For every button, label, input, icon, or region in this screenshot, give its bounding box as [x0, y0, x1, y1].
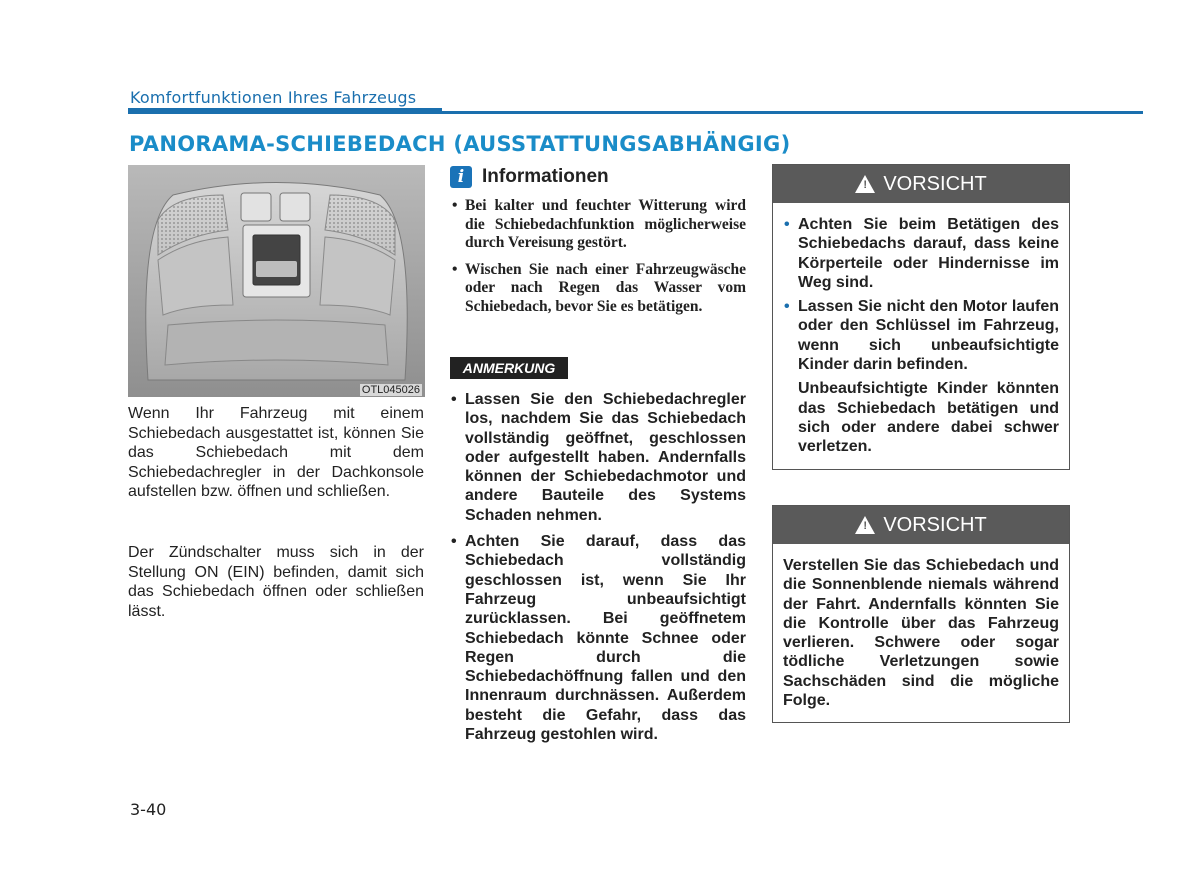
caution-body	[773, 203, 1069, 469]
note-badge: ANMERKUNG	[450, 357, 568, 379]
info-heading	[450, 166, 609, 188]
overhead-console-illustration	[128, 165, 425, 397]
info-title: Informationen	[482, 166, 609, 187]
note-item: • Lassen Sie den Schiebedachregler los, nachdem Sie das Schiebedach vollständig geöffnet, geschlossen oder aufgestellt haben. Andernfalls können der Schiebedachmotor und andere Bauteile des Systems Schaden nehmen.	[450, 390, 746, 525]
caution-extra: Unbeaufsichtigte Kinder könnten das Schiebedach betätigen und sich oder andere dabei schwer verletzen.	[798, 380, 1059, 456]
overhead-console-photo	[128, 165, 425, 397]
caution-header	[773, 506, 1069, 544]
caution-label: VORSICHT	[883, 172, 987, 195]
caution-label: VORSICHT	[883, 513, 987, 536]
note-item: • Achten Sie darauf, dass das Schiebedach vollständig geschlossen ist, wenn Sie Ihr Fahrzeug unbeaufsichtigt zurücklassen. Bei geöffnetem Schiebedach könnte Schnee oder Regen durch die Schiebedachöffnung fallen und den Innenraum durchnässen. Außerdem besteht die Gefahr, dass das Fahrzeug gestohlen wird.	[450, 532, 746, 744]
caution-box-2	[772, 505, 1070, 723]
section-label: Komfortfunktionen Ihres Fahrzeugs	[130, 88, 417, 107]
caution-header	[773, 165, 1069, 203]
note-list	[450, 390, 746, 751]
header-rule	[128, 111, 1143, 114]
page-title: PANORAMA-SCHIEBEDACH (AUSSTATTUNGSABHÄNGIG)	[129, 132, 791, 156]
figure-code: OTL045026	[361, 384, 420, 396]
caution-item: • Achten Sie beim Betätigen des Schiebedachs darauf, dass keine Körperteile oder Hindernisse im Weg sind.	[783, 215, 1059, 292]
info-item: • Wischen Sie nach einer Fahrzeugwäsche oder nach Regen das Wasser vom Schiebedach, bevor Sie es betätigen.	[450, 261, 746, 317]
warning-icon: !	[855, 175, 875, 193]
caution-box-1	[772, 164, 1070, 470]
paragraph-2: Der Zündschalter muss sich in der Stellung ON (EIN) befinden, damit sich das Schiebedach öffnen oder schließen lässt.	[128, 544, 424, 620]
paragraph-1: Wenn Ihr Fahrzeug mit einem Schiebedach ausgestattet ist, können Sie das Schiebedach mit dem Schiebedachregler in der Dachkonsole aufstellen bzw. öffnen und schließen.	[128, 405, 424, 500]
caution-body	[773, 544, 1069, 722]
info-item: • Bei kalter und feuchter Witterung wird die Schiebedachfunktion möglicherweise durch Vereisung gestört.	[450, 197, 746, 253]
caution-text: Verstellen Sie das Schiebedach und die Sonnenblende niemals während der Fahrt. Andernfalls könnten Sie die Kontrolle über das Fahrzeug verlieren. Schwere oder sogar tödliche Verletzungen sowie Sachschäden sind die mögliche Folge.	[783, 557, 1059, 710]
info-list	[450, 197, 746, 324]
info-icon: i	[450, 166, 472, 188]
caution-item: • Lassen Sie nicht den Motor laufen oder den Schlüssel im Fahrzeug, wenn sich unbeaufsichtigte Kinder darin befinden.	[783, 297, 1059, 374]
page-number: 3-40	[130, 800, 167, 819]
warning-icon: !	[855, 516, 875, 534]
